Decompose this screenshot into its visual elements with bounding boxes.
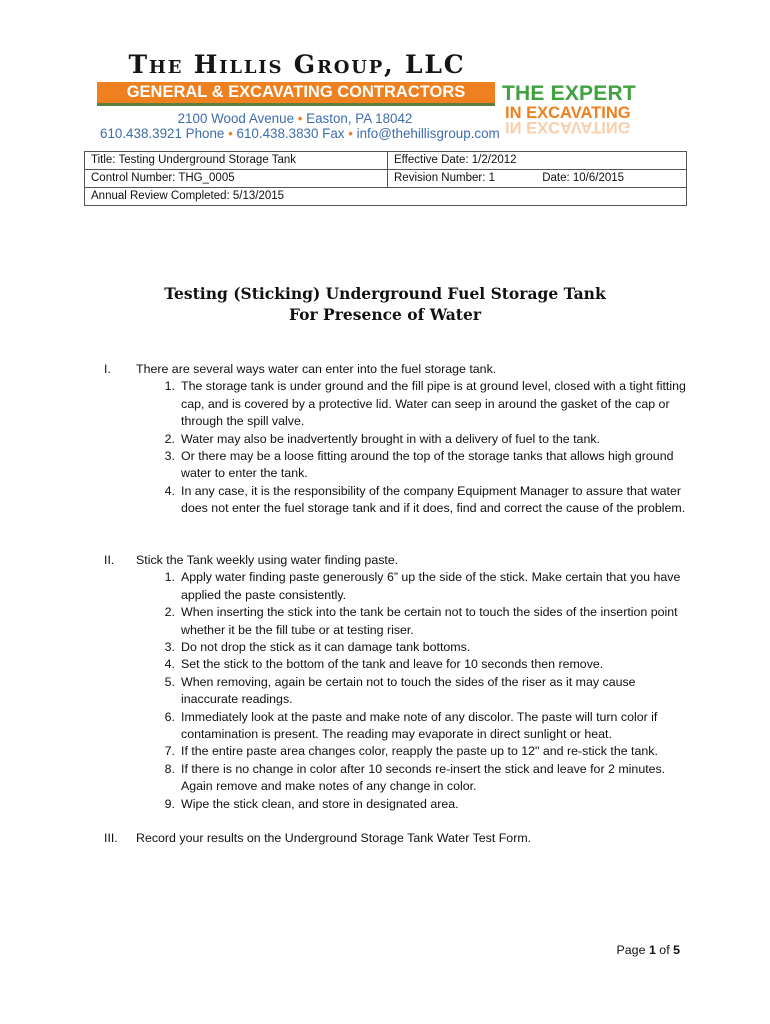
bullet-separator: • <box>297 111 303 126</box>
tagline-expert: THE EXPERT <box>502 82 636 105</box>
item-number: 8. <box>164 761 175 776</box>
item-text: The storage tank is under ground and the fill pipe is at ground level, closed with a tight fitting cap, and is covered by a protective lid. Water can seep in around the gasket of the cap or through the spill valve. <box>181 379 686 429</box>
item-text: When removing, again be certain not to touch the sides of the riser as it may cause inaccurate readings. <box>181 674 636 707</box>
item-text: Wipe the stick clean, and store in designated area. <box>181 796 459 811</box>
info-revision-date: Date: 10/6/2015 <box>542 172 625 184</box>
document-title-line-1: Testing (Sticking) Underground Fuel Storage Tank <box>164 284 606 303</box>
section-lead: Stick the Tank weekly using water finding paste. <box>136 553 399 567</box>
contractor-band: GENERAL & EXCAVATING CONTRACTORS <box>97 82 495 106</box>
list-item <box>164 656 686 673</box>
info-row <box>85 188 687 206</box>
item-number: 4. <box>164 657 175 672</box>
tagline-excavating: IN EXCAVATING <box>505 104 631 122</box>
list-item <box>164 796 686 813</box>
list-item <box>164 378 686 430</box>
info-effective-date: Effective Date: 1/2/2012 <box>388 152 687 170</box>
item-number: 9. <box>164 796 175 811</box>
item-text: If there is no change in color after 10 seconds re-insert the stick and leave for 2 minutes. Again remove and make notes of any change in color. <box>181 761 666 794</box>
item-number: 2. <box>164 431 175 446</box>
item-text: Apply water finding paste generously 6” up the side of the stick. Make certain that you have applied the paste consistently. <box>181 570 681 602</box>
list-item <box>164 569 686 604</box>
document-info-table <box>84 151 687 206</box>
of-word: of <box>659 943 670 957</box>
company-name-text: The Hillis Group, LLC <box>128 50 466 79</box>
item-text: Immediately look at the paste and make note of any discolor. The paste will turn color if contamination is present. The reading may evaporate in direct sunlight or heat. <box>181 709 658 742</box>
item-number: 6. <box>164 709 175 724</box>
item-number: 5. <box>164 674 175 689</box>
item-number: 3. <box>164 640 175 655</box>
company-address: 2100 Wood Avenue • Easton, PA 18042 <box>177 111 413 126</box>
info-revision <box>388 170 687 188</box>
item-text: Set the stick to the bottom of the tank and leave for 10 seconds then remove. <box>181 657 604 672</box>
list-item <box>164 709 686 744</box>
list-item <box>164 448 686 483</box>
page-total: 5 <box>673 943 680 957</box>
info-annual-review: Annual Review Completed: 5/13/2015 <box>85 188 687 206</box>
section-2-list <box>164 569 686 813</box>
section-lead: There are several ways water can enter into the fuel storage tank. <box>136 362 497 376</box>
list-item <box>164 604 686 639</box>
document-title-line-2: For Presence of Water <box>289 305 481 324</box>
bullet-separator: • <box>228 126 233 141</box>
item-text: In any case, it is the responsibility of the company Equipment Manager to assure that water does not enter the fuel storage tank and if it does, find and correct the cause of the problem. <box>181 483 686 516</box>
item-text: If the entire paste area changes color, reapply the paste up to 12" and re-stick the tank. <box>181 744 658 759</box>
page-number <box>617 943 680 957</box>
item-text: Do not drop the stick as it can damage tank bottoms. <box>181 640 471 655</box>
info-row <box>85 170 687 188</box>
info-revision-number: Revision Number: 1 <box>394 172 495 184</box>
page-word: Page <box>616 943 646 957</box>
bullet-separator: • <box>348 126 353 141</box>
section-numeral: III. <box>104 831 118 845</box>
item-number: 1. <box>164 379 175 394</box>
item-text: When inserting the stick into the tank be certain not to touch the sides of the insertion point whether it be the fill tube or at testing riser. <box>181 605 678 637</box>
info-control-number: Control Number: THG_0005 <box>85 170 388 188</box>
item-number: 2. <box>164 605 175 620</box>
item-number: 7. <box>164 744 175 759</box>
list-item <box>164 743 686 760</box>
section-numeral: I. <box>104 362 111 376</box>
info-row <box>85 152 687 170</box>
company-name <box>102 50 492 79</box>
company-contact: 610.438.3921 Phone • 610.438.3830 Fax • info@thehillisgroup.com <box>100 126 500 141</box>
section-numeral: II. <box>104 553 115 567</box>
section-1-list <box>164 378 686 517</box>
tagline-reflection-logo: IN EXCAVATING <box>505 118 631 136</box>
item-number: 1. <box>164 570 175 585</box>
info-title: Title: Testing Underground Storage Tank <box>85 152 388 170</box>
item-text: Water may also be inadvertently brought in with a delivery of fuel to the tank. <box>181 431 600 446</box>
section-lead: Record your results on the Underground Storage Tank Water Test Form. <box>136 831 532 845</box>
item-text: Or there may be a loose fitting around the top of the storage tanks that allows high ground water to enter the tank. <box>181 449 674 481</box>
item-number: 4. <box>164 483 175 498</box>
list-item <box>164 761 686 796</box>
list-item <box>164 639 686 656</box>
list-item <box>164 431 686 448</box>
list-item <box>164 483 686 518</box>
item-number: 3. <box>164 449 175 464</box>
list-item <box>164 674 686 709</box>
page-current: 1 <box>648 943 656 957</box>
